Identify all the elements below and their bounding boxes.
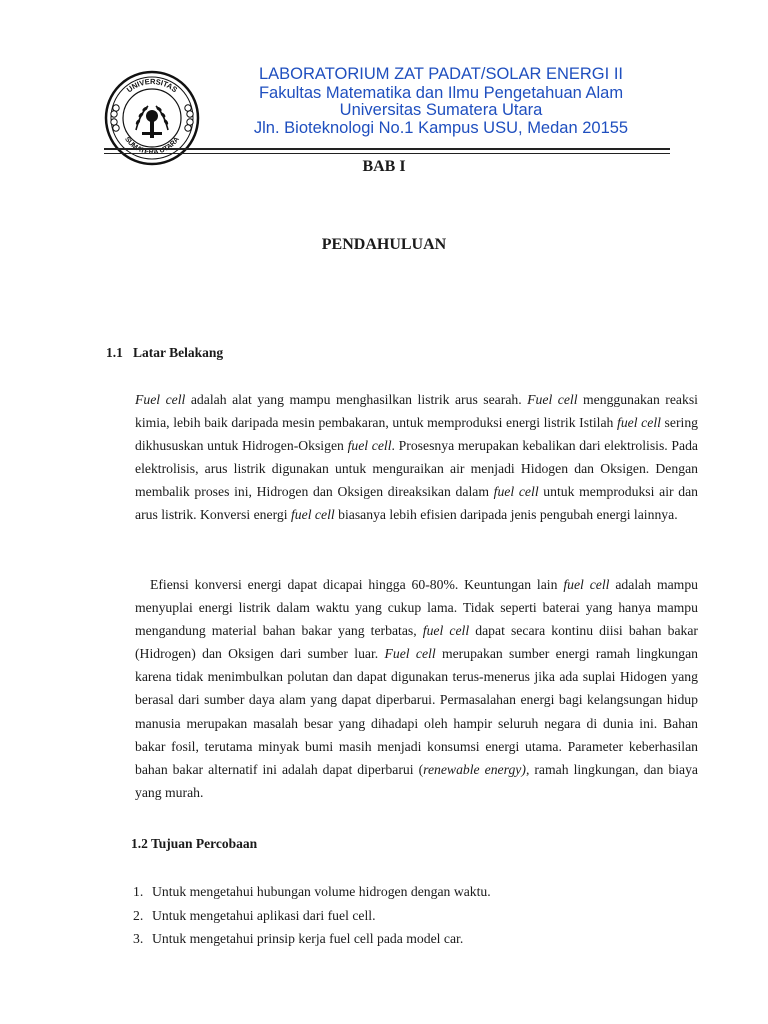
section-number: 1.1	[106, 345, 123, 360]
university-logo	[104, 70, 200, 166]
italic-term: Fuel cell	[135, 392, 186, 407]
text-run: . Prosesnya merupakan kebalikan dari elektrolisis. Pada elektrolisis, arus listrik digunakan untuk menguraikan air menjadi Hidogen dan Oksigen. Dengan membalik proses ini, Hidrogen dan Oksigen direaksikan dalam	[135, 438, 699, 500]
italic-term: fuel cell	[617, 415, 661, 431]
list-number: 1.	[133, 884, 144, 899]
text-run: untuk memproduksi air dan arus listrik. Konversi energi	[135, 484, 699, 523]
text-run: biasanya lebih efisien daripada jenis pengubah energi lainnya.	[334, 507, 678, 523]
italic-term: fuel cell	[563, 577, 610, 592]
letterhead-divider-thin	[104, 153, 670, 154]
list-item	[133, 927, 491, 951]
letterhead-address: Jln. Bioteknologi No.1 Kampus USU, Medan 20155	[253, 119, 629, 137]
italic-term: Fuel cell	[527, 392, 578, 407]
text-run: sering dikhususkan untuk Hidrogen-Oksigen	[135, 415, 699, 454]
list-number: 2.	[133, 907, 144, 923]
letterhead-university: Universitas Sumatera Utara	[339, 101, 543, 119]
text-run: , ramah lingkungan, dan biaya yang murah.	[135, 761, 698, 800]
chapter-title: PENDAHULUAN	[321, 236, 447, 253]
letterhead-divider-thick	[104, 148, 670, 150]
letterhead-faculty: Fakultas Matematika dan Ilmu Pengetahuan Alam	[258, 84, 624, 102]
list-number: 3.	[133, 931, 144, 946]
italic-term: fuel cell	[290, 507, 335, 523]
logo-text-bottom: SUMATERA UTARA	[123, 135, 181, 157]
italic-term: fuel cell	[347, 438, 392, 454]
logo-text-top: UNIVERSITAS	[124, 76, 180, 95]
list-text: Untuk mengetahui aplikasi dari fuel cell.	[152, 907, 376, 923]
text-run: adalah alat yang mampu menghasilkan listrik arus searah.	[185, 392, 528, 407]
section-title: Latar Belakang	[133, 345, 224, 360]
text-run: Efiensi konversi energi dapat dicapai hingga 60-80%. Keuntungan lain	[150, 577, 564, 592]
objectives-list	[133, 880, 491, 951]
text-run: dapat secara kontinu diisi bahan bakar (Hidrogen) dan Oksigen dari sumber luar.	[135, 623, 698, 662]
italic-term: fuel cell	[422, 623, 470, 639]
paragraph-1	[135, 388, 698, 527]
chapter-heading: BAB I	[362, 158, 406, 175]
italic-term: Fuel cell	[384, 646, 436, 662]
list-text: Untuk mengetahui prinsip kerja fuel cell pada model car.	[152, 931, 464, 946]
paragraph-2	[135, 573, 698, 804]
list-item	[133, 904, 491, 928]
text-run: adalah mampu menyuplai energi listrik dalam waktu yang cukup lama. Tidak seperti baterai yang hanya mampu mengandung material bahan bakar yang terbatas,	[135, 577, 699, 639]
section-heading-latar-belakang	[106, 345, 223, 361]
list-text: Untuk mengetahui hubungan volume hidrogen dengan waktu.	[152, 884, 491, 899]
section-heading-tujuan: 1.2 Tujuan Percobaan	[131, 836, 258, 851]
list-item	[133, 880, 491, 904]
text-run: merupakan sumber energi ramah lingkungan karena tidak menimbulkan polutan dan dapat digunakan terus-menerus jika ada suplai Hidogen yang berasal dari sumber daya alam yang dapat diperbarui. Permasalahan energi bagi kelangsungan hidup manusia merupakan masalah besar yang dihadapi oleh hampir seluruh negara di dunia ini. Bahan bakar fosil, terutama minyak bumi masih menjadi konsumsi energi utama. Parameter keberhasilan bahan bakar alternatif ini adalah dapat diperbarui (	[135, 646, 698, 777]
italic-term: renewable energy)	[423, 761, 526, 777]
italic-term: fuel cell	[493, 484, 539, 500]
letterhead-lab-name: LABORATORIUM ZAT PADAT/SOLAR ENERGI II	[259, 65, 623, 83]
text-run: menggunakan reaksi kimia, lebih baik daripada mesin pembakaran, untuk memproduksi energi listrik Istilah	[135, 392, 698, 431]
